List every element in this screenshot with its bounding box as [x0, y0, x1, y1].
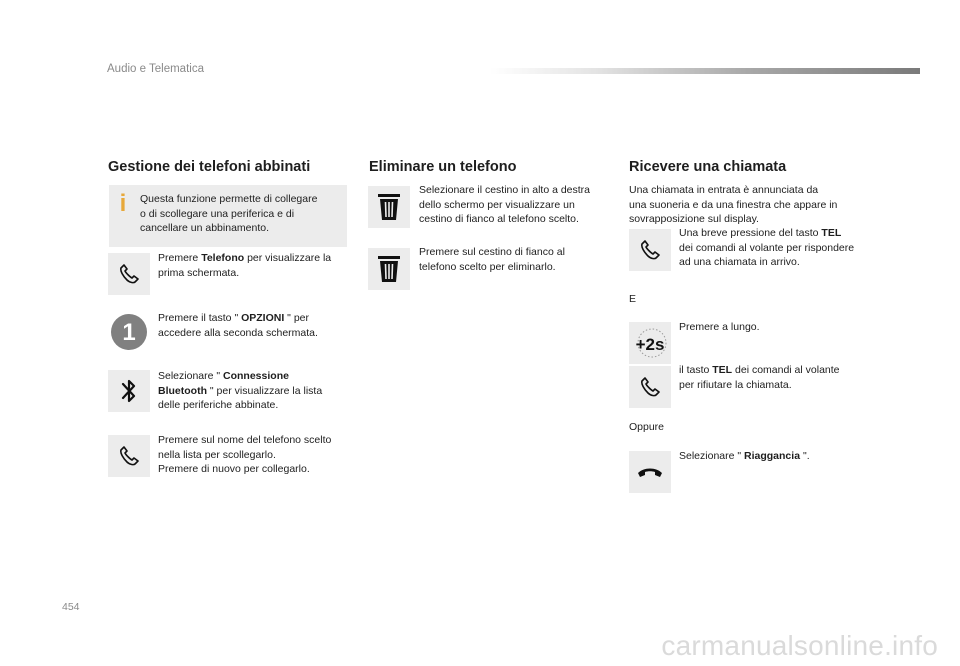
header-gradient-bar: [490, 68, 920, 74]
step-hangup-text: Selezionare " Riaggancia ".: [679, 450, 810, 462]
step-tel-answer-text: Una breve pressione del tasto TEL dei comandi al volante per rispondere ad una chiamata in arrivo.: [679, 227, 855, 268]
hang-up-icon: [629, 451, 671, 493]
header-title: Audio e Telematica: [107, 63, 204, 75]
trash-icon: [368, 248, 410, 290]
section-title-delete: Eliminare un telefono: [369, 159, 517, 175]
phone-icon: [108, 435, 150, 477]
svg-text:+2s: +2s: [635, 335, 665, 354]
trash-icon: [368, 186, 410, 228]
phone-icon: [108, 253, 150, 295]
info-icon: i: [119, 190, 127, 217]
section-title-receive: Ricevere una chiamata: [629, 159, 787, 175]
page-number: 454: [62, 601, 80, 613]
number-one-icon: [108, 311, 150, 353]
bluetooth-icon: [108, 370, 150, 412]
step-trash-delete-text: Premere sul cestino di fianco al telefono scelto per eliminarlo.: [419, 246, 565, 273]
step-tel-reject-text: il tasto TEL dei comandi al volante per rifiutare la chiamata.: [679, 364, 840, 391]
conjunction-e: E: [629, 293, 637, 305]
svg-text:1: 1: [122, 319, 136, 346]
step-bluetooth-text: Selezionare " Connessione Bluetooth " per visualizzare la lista delle periferiche abbinate.: [158, 370, 323, 411]
receive-intro-text: Una chiamata in entrata è annunciata da una suoneria e da una finestra che appare in sovrapposizione sul display.: [629, 184, 838, 225]
step-telefono-text: Premere Telefono per visualizzare la prima schermata.: [158, 252, 332, 279]
conjunction-oppure: Oppure: [629, 421, 665, 433]
watermark: carmanualsonline.info: [661, 630, 938, 661]
step-scollegare-text: Premere sul nome del telefono scelto nella lista per scollegarlo. Premere di nuovo per collegarlo.: [158, 434, 332, 475]
long-press-2s-icon: [629, 322, 671, 364]
phone-icon: [629, 229, 671, 271]
info-text: Questa funzione permette di collegare o di scollegare una periferica e di cancellare un abbinamento.: [140, 193, 318, 234]
phone-icon: [629, 366, 671, 408]
step-opzioni-text: Premere il tasto " OPZIONI " per accedere alla seconda schermata.: [158, 312, 318, 339]
step-long-press-text: Premere a lungo.: [679, 321, 760, 333]
step-trash-select-text: Selezionare il cestino in alto a destra dello schermo per visualizzare un cestino di fianco al telefono scelto.: [419, 184, 591, 225]
section-title-pairing: Gestione dei telefoni abbinati: [108, 159, 311, 175]
